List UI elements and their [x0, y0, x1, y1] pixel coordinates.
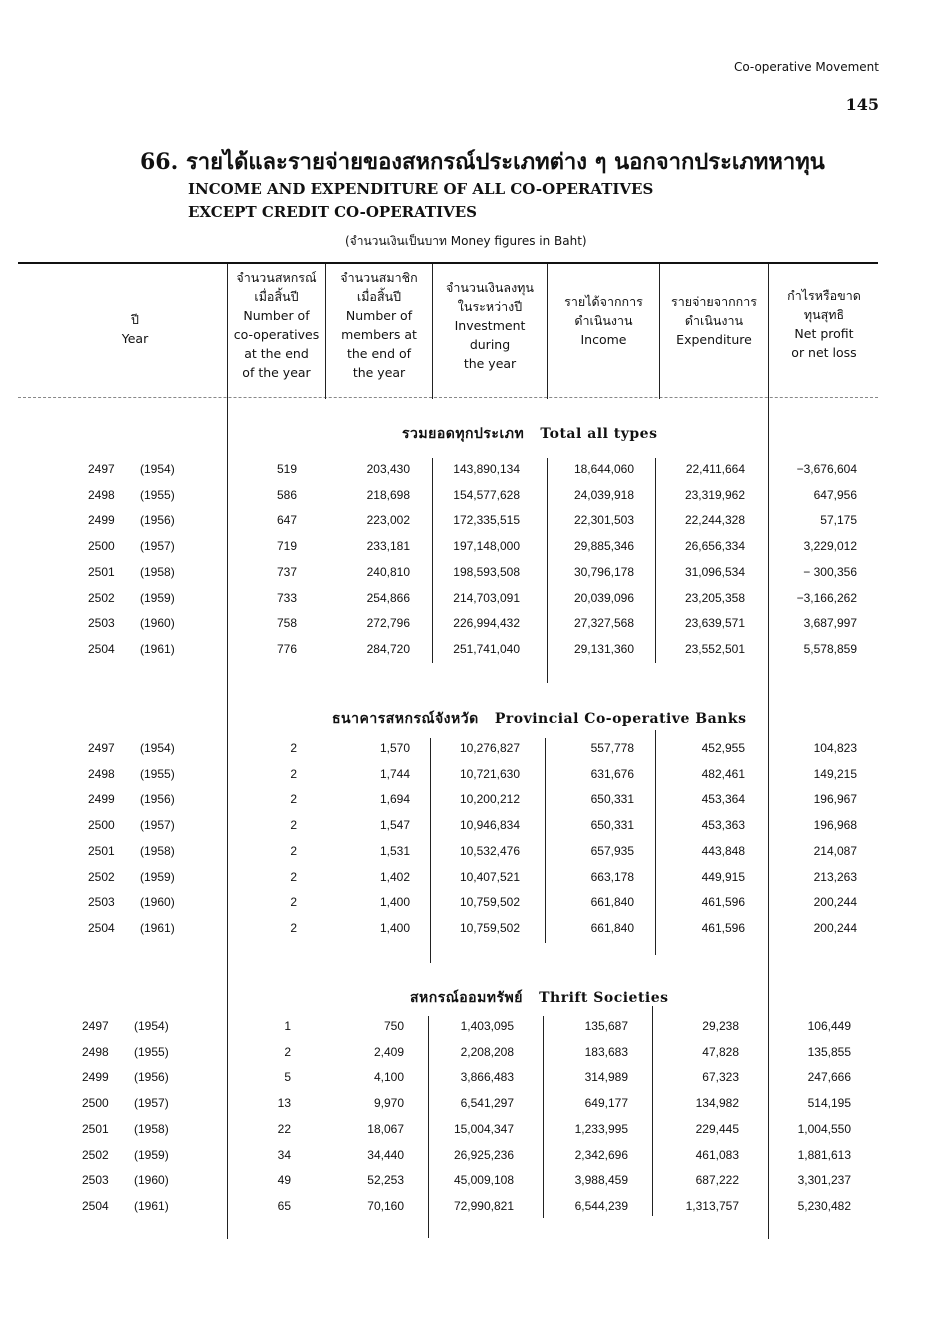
income-cell: 29,131,360: [573, 641, 634, 656]
table-row: [0, 1045, 941, 1065]
investment-cell: 226,994,432: [453, 616, 520, 631]
net-profit-cell: −3,166,262: [796, 590, 857, 605]
column-header-thai: จำนวนสมาชิก เมื่อสิ้นปี: [340, 270, 418, 304]
income-cell: 650,331: [590, 792, 634, 807]
table-header-rule: [18, 397, 878, 398]
income-cell: 1,233,995: [574, 1121, 628, 1136]
net-profit-cell: 196,968: [813, 818, 857, 833]
year-be-cell: 2497: [88, 741, 115, 755]
net-profit-cell: 3,687,997: [803, 616, 857, 631]
income-cell: 649,177: [584, 1096, 628, 1111]
table-title-english: [188, 178, 653, 224]
year-ad-cell: (1958): [134, 1121, 169, 1136]
column-header-english: Income: [580, 332, 627, 347]
members-cell: 750: [383, 1019, 404, 1033]
expenditure-cell: 22,244,328: [684, 513, 745, 528]
net-profit-cell: −3,676,604: [796, 462, 857, 476]
cooperatives-cell: 719: [276, 539, 297, 554]
members-cell: 1,694: [379, 792, 410, 807]
table-row: [0, 792, 941, 812]
net-profit-cell: 104,823: [813, 741, 857, 755]
table-row: [0, 642, 941, 662]
investment-cell: 251,741,040: [453, 641, 520, 656]
net-profit-cell: 5,578,859: [803, 641, 857, 656]
table-title-thai: [140, 144, 825, 179]
investment-cell: 197,148,000: [453, 539, 520, 554]
year-ad-cell: (1955): [140, 487, 175, 502]
members-cell: 240,810: [366, 564, 410, 579]
investment-cell: 214,703,091: [453, 590, 520, 605]
column-header-members: [326, 268, 432, 382]
column-header-thai: จำนวนสหกรณ์ เมื่อสิ้นปี: [236, 270, 317, 304]
year-ad-cell: (1954): [134, 1019, 169, 1033]
net-profit-cell: 135,855: [807, 1044, 851, 1059]
section-heading-provincial-banks: [332, 708, 746, 730]
income-cell: 24,039,918: [573, 487, 634, 502]
expenditure-cell: 23,205,358: [684, 590, 745, 605]
net-profit-cell: 200,244: [813, 895, 857, 910]
column-header-cooperatives: [228, 268, 325, 382]
income-cell: 183,683: [584, 1044, 628, 1059]
members-cell: 284,720: [366, 641, 410, 656]
net-profit-cell: 647,956: [813, 487, 857, 502]
column-header-thai: รายจ่ายจากการ ดำเนินงาน: [671, 294, 757, 328]
expenditure-cell: 452,955: [701, 741, 745, 755]
investment-cell: 172,335,515: [453, 513, 520, 528]
table-row: [0, 921, 941, 941]
investment-cell: 198,593,508: [453, 564, 520, 579]
income-cell: 27,327,568: [573, 616, 634, 631]
cooperatives-cell: 647: [276, 513, 297, 528]
year-ad-cell: (1960): [134, 1173, 169, 1188]
table-top-rule: [18, 262, 878, 264]
members-cell: 223,002: [366, 513, 410, 528]
cooperatives-cell: 49: [277, 1173, 291, 1188]
net-profit-cell: 3,301,237: [797, 1173, 851, 1188]
members-cell: 254,866: [366, 590, 410, 605]
income-cell: 22,301,503: [573, 513, 634, 528]
net-profit-cell: 149,215: [813, 766, 857, 781]
year-ad-cell: (1957): [140, 818, 175, 833]
net-profit-cell: 57,175: [820, 513, 857, 528]
net-profit-cell: 247,666: [807, 1070, 851, 1085]
expenditure-cell: 461,596: [701, 920, 745, 935]
expenditure-cell: 453,364: [701, 792, 745, 807]
cooperatives-cell: 2: [284, 1044, 291, 1059]
expenditure-cell: 23,639,571: [684, 616, 745, 631]
investment-cell: 10,721,630: [459, 766, 520, 781]
net-profit-cell: − 300,356: [803, 564, 857, 579]
income-cell: 135,687: [584, 1019, 628, 1033]
column-header-thai: ปี: [131, 312, 139, 327]
cooperatives-cell: 22: [277, 1121, 291, 1136]
section-heading-english: Provincial Co-operative Banks: [494, 711, 747, 727]
expenditure-cell: 443,848: [701, 843, 745, 858]
income-cell: 661,840: [590, 920, 634, 935]
income-cell: 650,331: [590, 818, 634, 833]
investment-cell: 26,925,236: [453, 1147, 514, 1162]
income-cell: 557,778: [590, 741, 634, 755]
cooperatives-cell: 2: [290, 741, 297, 755]
column-header-english: Number of co-operatives at the end of the year: [233, 308, 320, 380]
year-ad-cell: (1959): [134, 1147, 169, 1162]
year-be-cell: 2500: [88, 539, 115, 554]
expenditure-cell: 461,083: [695, 1147, 739, 1162]
year-be-cell: 2498: [88, 487, 115, 502]
year-ad-cell: (1957): [134, 1096, 169, 1111]
expenditure-cell: 687,222: [695, 1173, 739, 1188]
year-be-cell: 2503: [88, 616, 115, 631]
year-be-cell: 2499: [82, 1070, 109, 1085]
income-cell: 2,342,696: [574, 1147, 628, 1162]
column-header-year: [85, 310, 185, 348]
investment-cell: 10,407,521: [459, 869, 520, 884]
income-cell: 631,676: [590, 766, 634, 781]
cooperatives-cell: 65: [277, 1198, 291, 1213]
year-be-cell: 2497: [88, 462, 115, 476]
members-cell: 1,744: [379, 766, 410, 781]
net-profit-cell: 5,230,482: [797, 1198, 851, 1213]
members-cell: 1,570: [379, 741, 410, 755]
year-be-cell: 2502: [88, 590, 115, 605]
column-header-thai: รายได้จากการ ดำเนินงาน: [564, 294, 643, 328]
cooperatives-cell: 13: [277, 1096, 291, 1111]
expenditure-cell: 453,363: [701, 818, 745, 833]
income-cell: 661,840: [590, 895, 634, 910]
money-note: (จำนวนเงินเป็นบาท Money figures in Baht): [345, 234, 587, 248]
column-header-thai: จำนวนเงินลงทุน ในระหว่างปี: [446, 280, 534, 314]
income-cell: 663,178: [590, 869, 634, 884]
table-title-english-line2: EXCEPT CREDIT CO-OPERATIVES: [188, 203, 478, 221]
income-cell: 20,039,096: [573, 590, 634, 605]
table-row: [0, 1122, 941, 1142]
year-ad-cell: (1956): [140, 513, 175, 528]
year-ad-cell: (1956): [140, 792, 175, 807]
cooperatives-cell: 2: [290, 920, 297, 935]
year-be-cell: 2502: [82, 1147, 109, 1162]
net-profit-cell: 213,263: [813, 869, 857, 884]
members-cell: 272,796: [366, 616, 410, 631]
year-be-cell: 2504: [88, 920, 115, 935]
year-be-cell: 2498: [88, 766, 115, 781]
members-cell: 1,402: [379, 869, 410, 884]
members-cell: 34,440: [367, 1147, 404, 1162]
year-ad-cell: (1961): [134, 1198, 169, 1213]
table-row: [0, 591, 941, 611]
table-title-english-line1: INCOME AND EXPENDITURE OF ALL CO-OPERATIVES: [188, 180, 654, 198]
column-header-expenditure: [660, 292, 768, 349]
table-row: [0, 462, 941, 482]
investment-cell: 72,990,821: [453, 1198, 514, 1213]
column-header-income: [548, 292, 659, 349]
table-row: [0, 895, 941, 915]
year-be-cell: 2504: [88, 641, 115, 656]
expenditure-cell: 67,323: [702, 1070, 739, 1085]
investment-cell: 143,890,134: [453, 462, 520, 476]
net-profit-cell: 1,881,613: [797, 1147, 851, 1162]
running-title: Co-operative Movement: [733, 60, 879, 74]
section-heading-thai: สหกรณ์ออมทรัพย์: [410, 990, 523, 1006]
year-be-cell: 2501: [88, 843, 115, 858]
section-heading-english: Thrift Societies: [539, 990, 669, 1006]
year-ad-cell: (1955): [140, 766, 175, 781]
members-cell: 233,181: [366, 539, 410, 554]
members-cell: 218,698: [366, 487, 410, 502]
year-be-cell: 2500: [82, 1096, 109, 1111]
year-be-cell: 2502: [88, 869, 115, 884]
year-ad-cell: (1960): [140, 895, 175, 910]
table-title-thai-text: รายได้และรายจ่ายของสหกรณ์ประเภทต่าง ๆ นอกจากประเภทหาทุน: [185, 149, 825, 175]
members-cell: 203,430: [366, 462, 410, 476]
year-ad-cell: (1958): [140, 843, 175, 858]
expenditure-cell: 31,096,534: [684, 564, 745, 579]
column-header-net-profit: [769, 286, 879, 362]
column-header-english: Year: [121, 331, 149, 346]
cooperatives-cell: 1: [284, 1019, 291, 1033]
investment-cell: 10,946,834: [459, 818, 520, 833]
year-be-cell: 2503: [88, 895, 115, 910]
cooperatives-cell: 586: [276, 487, 297, 502]
net-profit-cell: 214,087: [813, 843, 857, 858]
cooperatives-cell: 733: [276, 590, 297, 605]
investment-cell: 45,009,108: [453, 1173, 514, 1188]
column-header-thai: กำไรหรือขาด ทุนสุทธิ: [787, 288, 861, 322]
investment-cell: 10,532,476: [459, 843, 520, 858]
expenditure-cell: 449,915: [701, 869, 745, 884]
cooperatives-cell: 737: [276, 564, 297, 579]
net-profit-cell: 514,195: [807, 1096, 851, 1111]
year-be-cell: 2501: [88, 564, 115, 579]
expenditure-cell: 22,411,664: [685, 462, 745, 476]
table-row: [0, 1019, 941, 1039]
column-header-english: Number of members at the end of the year: [341, 308, 417, 380]
year-be-cell: 2503: [82, 1173, 109, 1188]
investment-cell: 1,403,095: [460, 1019, 514, 1033]
expenditure-cell: 229,445: [695, 1121, 739, 1136]
table-row: [0, 1148, 941, 1168]
income-cell: 3,988,459: [574, 1173, 628, 1188]
members-cell: 9,970: [373, 1096, 404, 1111]
table-row: [0, 870, 941, 890]
expenditure-cell: 1,313,757: [685, 1198, 739, 1213]
table-row: [0, 767, 941, 787]
section-heading-thai: ธนาคารสหกรณ์จังหวัด: [332, 711, 479, 727]
page-number: 145: [845, 95, 879, 114]
cooperatives-cell: 2: [290, 843, 297, 858]
income-cell: 6,544,239: [574, 1198, 628, 1213]
expenditure-cell: 23,552,501: [684, 641, 745, 656]
net-profit-cell: 196,967: [813, 792, 857, 807]
year-ad-cell: (1957): [140, 539, 175, 554]
table-number: 66.: [140, 149, 179, 175]
year-ad-cell: (1955): [134, 1044, 169, 1059]
column-header-english: Investment during the year: [454, 318, 526, 371]
cooperatives-cell: 776: [276, 641, 297, 656]
net-profit-cell: 3,229,012: [803, 539, 857, 554]
year-be-cell: 2500: [88, 818, 115, 833]
investment-cell: 154,577,628: [453, 487, 520, 502]
members-cell: 18,067: [367, 1121, 404, 1136]
section-heading-thrift-societies: [410, 987, 669, 1009]
year-ad-cell: (1958): [140, 564, 175, 579]
investment-cell: 10,200,212: [459, 792, 520, 807]
investment-cell: 10,759,502: [459, 920, 520, 935]
cooperatives-cell: 758: [276, 616, 297, 631]
investment-cell: 3,866,483: [460, 1070, 514, 1085]
table-row: [0, 488, 941, 508]
investment-cell: 10,759,502: [459, 895, 520, 910]
section-heading-thai: รวมยอดทุกประเภท: [402, 426, 525, 442]
year-ad-cell: (1956): [134, 1070, 169, 1085]
table-row: [0, 1070, 941, 1090]
expenditure-cell: 482,461: [701, 766, 745, 781]
table-row: [0, 513, 941, 533]
income-cell: 314,989: [584, 1070, 628, 1085]
expenditure-cell: 461,596: [701, 895, 745, 910]
table-row: [0, 616, 941, 636]
year-be-cell: 2504: [82, 1198, 109, 1213]
table-row: [0, 1096, 941, 1116]
net-profit-cell: 1,004,550: [797, 1121, 851, 1136]
cooperatives-cell: 2: [290, 792, 297, 807]
year-ad-cell: (1954): [140, 741, 175, 755]
column-header-investment: [433, 278, 547, 373]
cooperatives-cell: 2: [290, 895, 297, 910]
cooperatives-cell: 2: [290, 869, 297, 884]
year-be-cell: 2497: [82, 1019, 109, 1033]
members-cell: 1,531: [379, 843, 410, 858]
section-heading-total: [402, 423, 657, 445]
year-be-cell: 2501: [82, 1121, 109, 1136]
column-header-english: Expenditure: [676, 332, 752, 347]
year-ad-cell: (1954): [140, 462, 175, 476]
expenditure-cell: 23,319,962: [684, 487, 745, 502]
table-row: [0, 844, 941, 864]
year-be-cell: 2499: [88, 792, 115, 807]
cooperatives-cell: 34: [277, 1147, 291, 1162]
year-be-cell: 2499: [88, 513, 115, 528]
income-cell: 18,644,060: [573, 462, 634, 476]
year-ad-cell: (1961): [140, 641, 175, 656]
cooperatives-cell: 2: [290, 766, 297, 781]
expenditure-cell: 29,238: [702, 1019, 739, 1033]
investment-cell: 2,208,208: [460, 1044, 514, 1059]
members-cell: 1,400: [379, 920, 410, 935]
cooperatives-cell: 5: [284, 1070, 291, 1085]
year-ad-cell: (1959): [140, 590, 175, 605]
table-row: [0, 818, 941, 838]
members-cell: 4,100: [373, 1070, 404, 1085]
income-cell: 29,885,346: [573, 539, 634, 554]
expenditure-cell: 26,656,334: [684, 539, 745, 554]
year-be-cell: 2498: [82, 1044, 109, 1059]
year-ad-cell: (1961): [140, 920, 175, 935]
cooperatives-cell: 519: [276, 462, 297, 476]
year-ad-cell: (1960): [140, 616, 175, 631]
net-profit-cell: 200,244: [813, 920, 857, 935]
table-row: [0, 1199, 941, 1219]
expenditure-cell: 47,828: [702, 1044, 739, 1059]
table-row: [0, 1173, 941, 1193]
members-cell: 2,409: [373, 1044, 404, 1059]
investment-cell: 10,276,827: [459, 741, 520, 755]
expenditure-cell: 134,982: [695, 1096, 739, 1111]
investment-cell: 6,541,297: [460, 1096, 514, 1111]
cooperatives-cell: 2: [290, 818, 297, 833]
members-cell: 70,160: [367, 1198, 404, 1213]
column-header-english: Net profit or net loss: [791, 326, 857, 360]
income-cell: 30,796,178: [573, 564, 634, 579]
table-row: [0, 741, 941, 761]
investment-cell: 15,004,347: [453, 1121, 514, 1136]
members-cell: 52,253: [367, 1173, 404, 1188]
table-row: [0, 565, 941, 585]
members-cell: 1,547: [379, 818, 410, 833]
year-ad-cell: (1959): [140, 869, 175, 884]
income-cell: 657,935: [590, 843, 634, 858]
table-row: [0, 539, 941, 559]
net-profit-cell: 106,449: [807, 1019, 851, 1033]
section-heading-english: Total all types: [540, 426, 658, 442]
members-cell: 1,400: [379, 895, 410, 910]
